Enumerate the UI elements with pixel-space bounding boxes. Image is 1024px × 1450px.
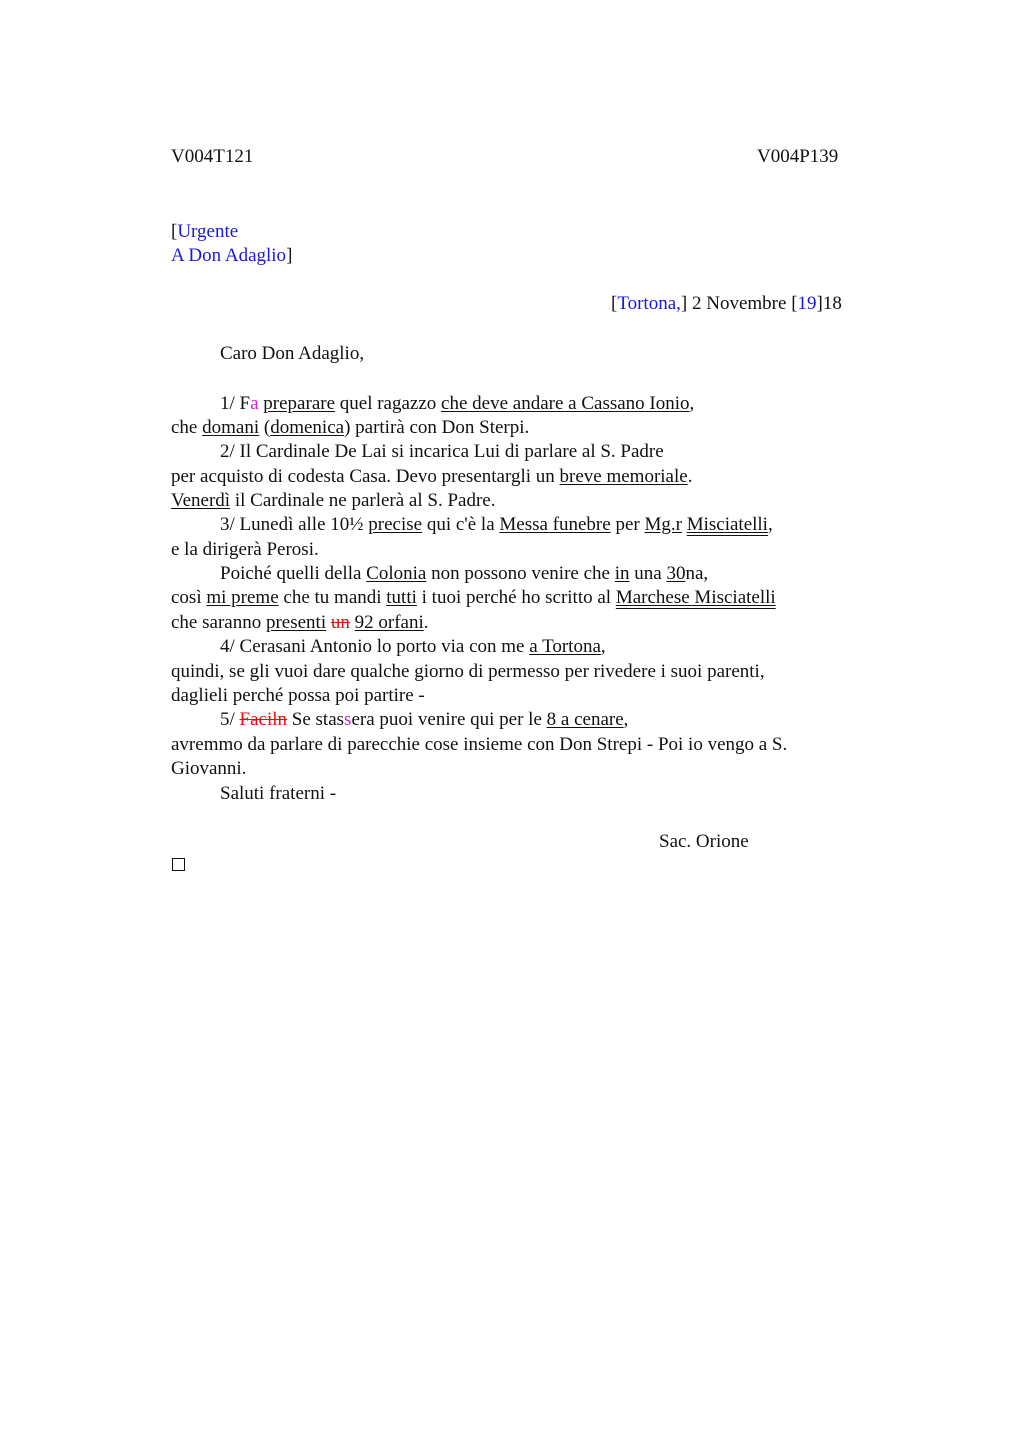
body-line: 1/ Fa preparare quel ragazzo che deve andare a Cassano Ionio, [220,393,695,414]
body-line: che domani (domenica) partirà con Don Sterpi. [171,417,530,438]
address-line-1: [Urgente [171,221,239,242]
address-line-2: A Don Adaglio] [171,245,293,266]
signature: Sac. Orione [659,831,749,852]
body-line: 3/ Lunedì alle 10½ precise qui c'è la Messa funebre per Mg.r Misciatelli, [220,514,773,535]
salutation: Caro Don Adaglio, [220,343,365,364]
document-code-right: V004P139 [757,146,839,167]
body-line: daglieli perché possa poi partire - [171,685,425,706]
empty-box-marker [172,858,185,871]
body-line: così mi preme che tu mandi tutti i tuoi perché ho scritto al Marchese Misciatelli [171,587,776,608]
body-line: 4/ Cerasani Antonio lo porto via con me a Tortona, [220,636,606,657]
body-line: 2/ Il Cardinale De Lai si incarica Lui di parlare al S. Padre [220,441,664,462]
body-line: Venerdì il Cardinale ne parlerà al S. Padre. [171,490,496,511]
body-line: che saranno presenti un 92 orfani. [171,612,429,633]
body-line: e la dirigerà Perosi. [171,539,319,560]
body-line: Poiché quelli della Colonia non possono venire che in una 30na, [220,563,709,584]
body-line: avremmo da parlare di parecchie cose insieme con Don Strepi - Poi io vengo a S. [171,734,788,755]
document-code-left: V004T121 [171,146,254,167]
body-line: per acquisto di codesta Casa. Devo presentargli un breve memoriale. [171,466,693,487]
closing-line: Saluti fraterni - [220,783,337,804]
body-line: Giovanni. [171,758,247,779]
body-line: quindi, se gli vuoi dare qualche giorno di permesso per rivedere i suoi parenti, [171,661,765,682]
body-line: 5/ Faciln Se stassera puoi venire qui per le 8 a cenare, [220,709,629,730]
letter-date: [Tortona,] 2 Novembre [19]18 [611,293,842,314]
